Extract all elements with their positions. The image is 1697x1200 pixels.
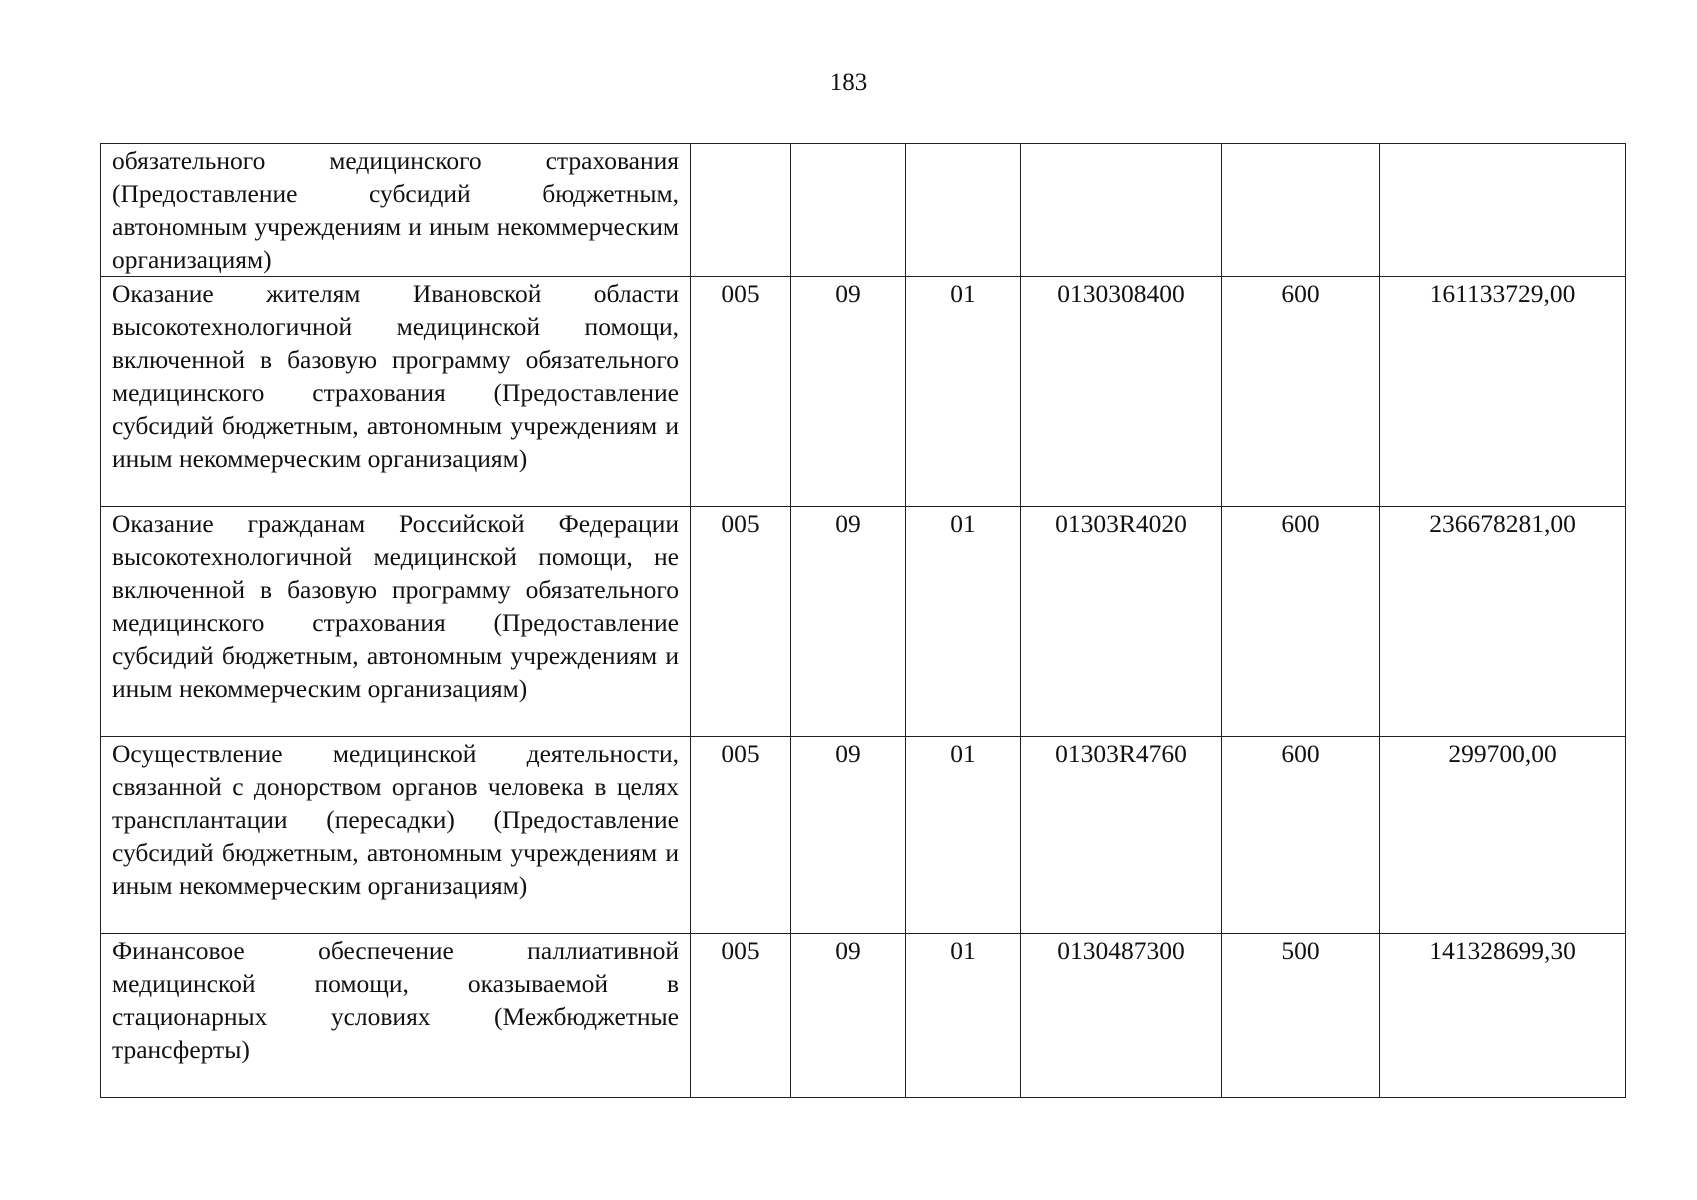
- row-description: Финансовое обеспечение паллиативной медицинской помощи, оказываемой в стационарных условиях (Межбюджетные трансферты): [101, 934, 691, 1098]
- section-code: 09: [791, 737, 906, 934]
- section-code: 09: [791, 934, 906, 1098]
- table-row: [101, 737, 1626, 934]
- target-article-code: 01303R4020: [1021, 507, 1222, 737]
- expense-type-code: 600: [1222, 277, 1380, 507]
- section-code: 09: [791, 507, 906, 737]
- section-code: [791, 144, 906, 277]
- ministry-code: 005: [691, 737, 791, 934]
- amount-value: 141328699,30: [1380, 934, 1626, 1098]
- target-article-code: 0130308400: [1021, 277, 1222, 507]
- row-description: Оказание гражданам Российской Федерации высокотехнологичной медицинской помощи, не включенной в базовую программу обязательного медицинского страхования (Предоставление субсидий бюджетным, автономным учреждениям и иным некоммерческим организациям): [101, 507, 691, 737]
- table-row: [101, 934, 1626, 1098]
- subsection-code: 01: [906, 934, 1021, 1098]
- target-article-code: [1021, 144, 1222, 277]
- row-description: Осуществление медицинской деятельности, связанной с донорством органов человека в целях трансплантации (пересадки) (Предоставление субсидий бюджетным, автономным учреждениям и иным некоммерческим организациям): [101, 737, 691, 934]
- expense-type-code: 600: [1222, 507, 1380, 737]
- ministry-code: 005: [691, 507, 791, 737]
- amount-value: 161133729,00: [1380, 277, 1626, 507]
- target-article-code: 01303R4760: [1021, 737, 1222, 934]
- subsection-code: 01: [906, 507, 1021, 737]
- subsection-code: [906, 144, 1021, 277]
- subsection-code: 01: [906, 277, 1021, 507]
- row-description: Оказание жителям Ивановской области высокотехнологичной медицинской помощи, включенной в базовую программу обязательного медицинского страхования (Предоставление субсидий бюджетным, автономным учреждениям и иным некоммерческим организациям): [101, 277, 691, 507]
- ministry-code: 005: [691, 934, 791, 1098]
- amount-value: [1380, 144, 1626, 277]
- page-number: 183: [829, 69, 868, 96]
- ministry-code: 005: [691, 277, 791, 507]
- table-row: [101, 277, 1626, 507]
- budget-table: [100, 143, 1626, 1098]
- target-article-code: 0130487300: [1021, 934, 1222, 1098]
- section-code: 09: [791, 277, 906, 507]
- amount-value: 236678281,00: [1380, 507, 1626, 737]
- expense-type-code: [1222, 144, 1380, 277]
- subsection-code: 01: [906, 737, 1021, 934]
- expense-type-code: 500: [1222, 934, 1380, 1098]
- ministry-code: [691, 144, 791, 277]
- table-row: [101, 507, 1626, 737]
- amount-value: 299700,00: [1380, 737, 1626, 934]
- row-description: обязательного медицинского страхования (Предоставление субсидий бюджетным, автономным учреждениям и иным некоммерческим организациям): [101, 144, 691, 277]
- table-row: [101, 144, 1626, 277]
- expense-type-code: 600: [1222, 737, 1380, 934]
